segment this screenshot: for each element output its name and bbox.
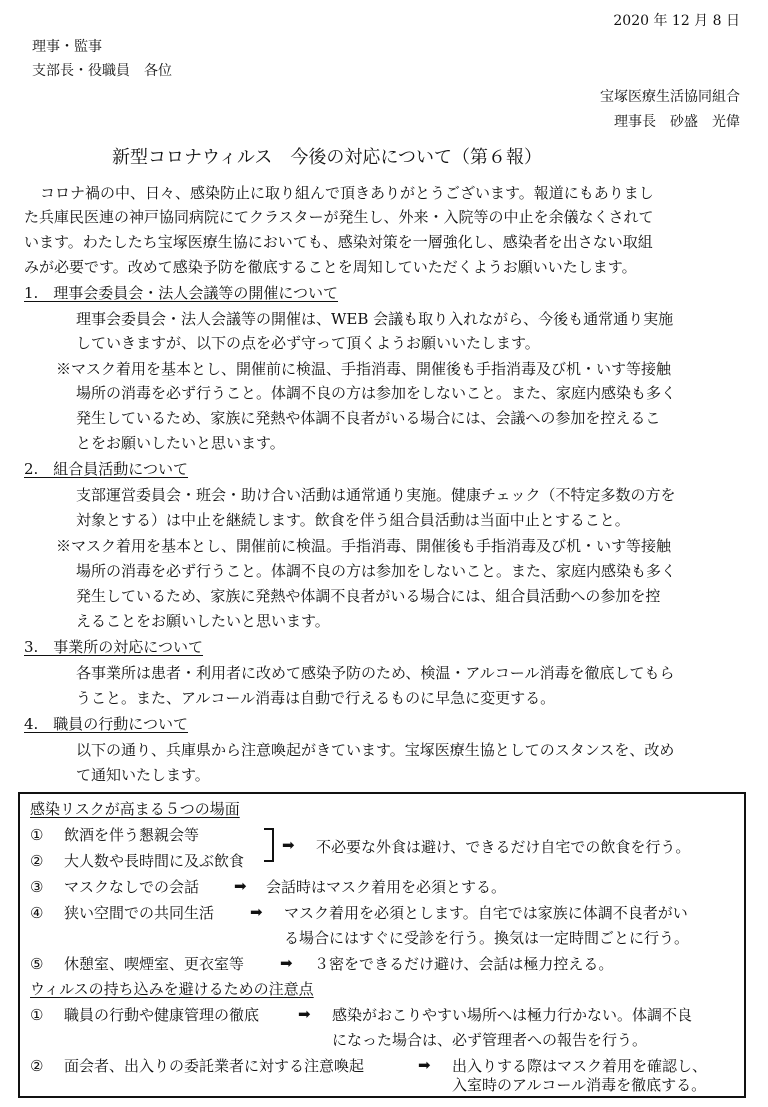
intro-line: います。わたしたち宝塚医療生協においても、感染対策を一層強化し、感染者を出さない取組: [24, 233, 653, 251]
section-note-line: えることをお願いしたいと思います。: [76, 612, 330, 630]
scene-text: 休憩室、喫煙室、更衣室等: [64, 955, 245, 973]
scene-text: 飲酒を伴う懇親会等: [64, 826, 200, 844]
scene-number: ⑤: [30, 955, 44, 973]
box-heading-precautions: ウィルスの持ち込みを避けるための注意点: [30, 980, 314, 998]
document-date: 2020 年 12 月 8 日: [613, 13, 740, 29]
point-response: になった場合は、必ず管理者への報告を行う。: [332, 1031, 648, 1049]
section-body-line: 対象とする）は中止を継続します。飲食を伴う組合員活動は当面中止とすること。: [76, 511, 630, 529]
scene-text: 狭い空間での共同生活: [64, 904, 215, 922]
section-body-line: 理事会委員会・法人会議等の開催は、WEB 会議も取り入れながら、今後も通常通り実施: [76, 310, 674, 328]
section-note-line: とをお願いしたいと思います。: [76, 434, 285, 452]
right-arrow-icon: ➡: [280, 954, 293, 972]
section-note-line: 場所の消毒を必ず行うこと。体調不良の方は参加をしないこと。また、家庭内感染も多く: [76, 562, 677, 580]
scene-text: マスクなしでの会話: [64, 878, 200, 896]
section-note-line: ※マスク着用を基本とし、開催前に検温、手指消毒、開催後も手指消毒及び机・いす等接触: [56, 360, 672, 378]
scene-response: る場合にはすぐに受診を行う。換気は一定時間ごとに行う。: [284, 929, 690, 947]
scene-number: ③: [30, 878, 44, 896]
section-body-line: 以下の通り、兵庫県から注意喚起がきています。宝塚医療生協としてのスタンスを、改め: [76, 741, 675, 759]
section-note-line: 発生しているため、家族に発熱や体調不良者がいる場合には、会議への参加を控えるこ: [76, 409, 661, 427]
scene-number: ①: [30, 826, 44, 844]
scene-text: 大人数や長時間に及ぶ飲食: [64, 852, 245, 870]
point-response: 感染がおこりやすい場所へは極力行かない。体調不良: [332, 1006, 693, 1024]
right-arrow-icon: ➡: [234, 877, 247, 895]
section-note-line: 発生しているため、家族に発熱や体調不良者がいる場合には、組合員活動への参加を控: [76, 587, 661, 605]
sender-organization: 宝塚医療生活協同組合: [600, 89, 740, 105]
scene-response: ３密をできるだけ避け、会話は極力控える。: [314, 955, 614, 973]
section-body-line: 支部運営委員会・班会・助け合い活動は通常通り実施。健康チェック（不特定多数の方を: [76, 486, 676, 504]
right-arrow-icon: ➡: [418, 1056, 431, 1074]
scene-number: ④: [30, 904, 44, 922]
right-arrow-icon: ➡: [250, 903, 263, 921]
point-response: 入室時のアルコール消毒を徹底する。: [452, 1076, 707, 1094]
recipient-line-1: 理事・監事: [32, 39, 102, 55]
point-response: 出入りする際はマスク着用を確認し、: [452, 1057, 708, 1075]
point-number: ②: [30, 1057, 44, 1075]
intro-line: みが必要です。改めて感染予防を徹底することを周知していただくようお願いいたします。: [24, 258, 637, 276]
section-body-line: していきますが、以下の点を必ず守って頂くようお願いいたします。: [76, 334, 540, 352]
recipient-line-2: 支部長・役職員 各位: [32, 63, 172, 79]
intro-line: コロナ禍の中、日々、感染防止に取り組んで頂きありがとうございます。報道にもありまし: [40, 184, 654, 202]
sender-name: 理事長 砂盛 光偉: [614, 114, 740, 130]
point-text: 面会者、出入りの委託業者に対する注意喚起: [64, 1057, 365, 1075]
section-body-line: うこと。また、アルコール消毒は自動で行えるものに早急に変更する。: [76, 689, 556, 707]
point-text: 職員の行動や健康管理の徹底: [64, 1006, 260, 1024]
scene-response: マスク着用を必須とします。自宅では家族に体調不良者がい: [284, 904, 688, 922]
scene-response: 会話時はマスク着用を必須とする。: [266, 878, 507, 896]
document-title: 新型コロナウィルス 今後の対応について（第６報）: [112, 147, 543, 168]
section-heading: 4. 職員の行動について: [24, 715, 189, 733]
right-arrow-icon: ➡: [298, 1005, 311, 1023]
section-note-line: 場所の消毒を必ず行うこと。体調不良の方は参加をしないこと。また、家庭内感染も多く: [76, 384, 677, 402]
section-note-line: ※マスク着用を基本とし、開催前に検温。手指消毒、開催後も手指消毒及び机・いす等接触: [56, 537, 672, 555]
intro-line: た兵庫民医連の神戸協同病院にてクラスターが発生し、外来・入院等の中止を余儀なくされて: [24, 208, 654, 226]
section-body-line: 各事業所は患者・利用者に改めて感染予防のため、検温・アルコール消毒を徹底してもら: [76, 664, 675, 682]
grouping-bracket: [264, 828, 274, 862]
section-heading: 1. 理事会委員会・法人会議等の開催について: [24, 284, 339, 302]
right-arrow-icon: ➡: [282, 836, 295, 854]
section-heading: 2. 組合員活動について: [24, 460, 189, 478]
scene-number: ②: [30, 852, 44, 870]
point-number: ①: [30, 1006, 44, 1024]
scene-response: 不必要な外食は避け、できるだけ自宅での飲食を行う。: [316, 838, 691, 856]
section-body-line: て通知いたします。: [76, 766, 210, 784]
box-heading-risk-scenes: 感染リスクが高まる５つの場面: [30, 800, 240, 818]
section-heading: 3. 事業所の対応について: [24, 638, 204, 656]
